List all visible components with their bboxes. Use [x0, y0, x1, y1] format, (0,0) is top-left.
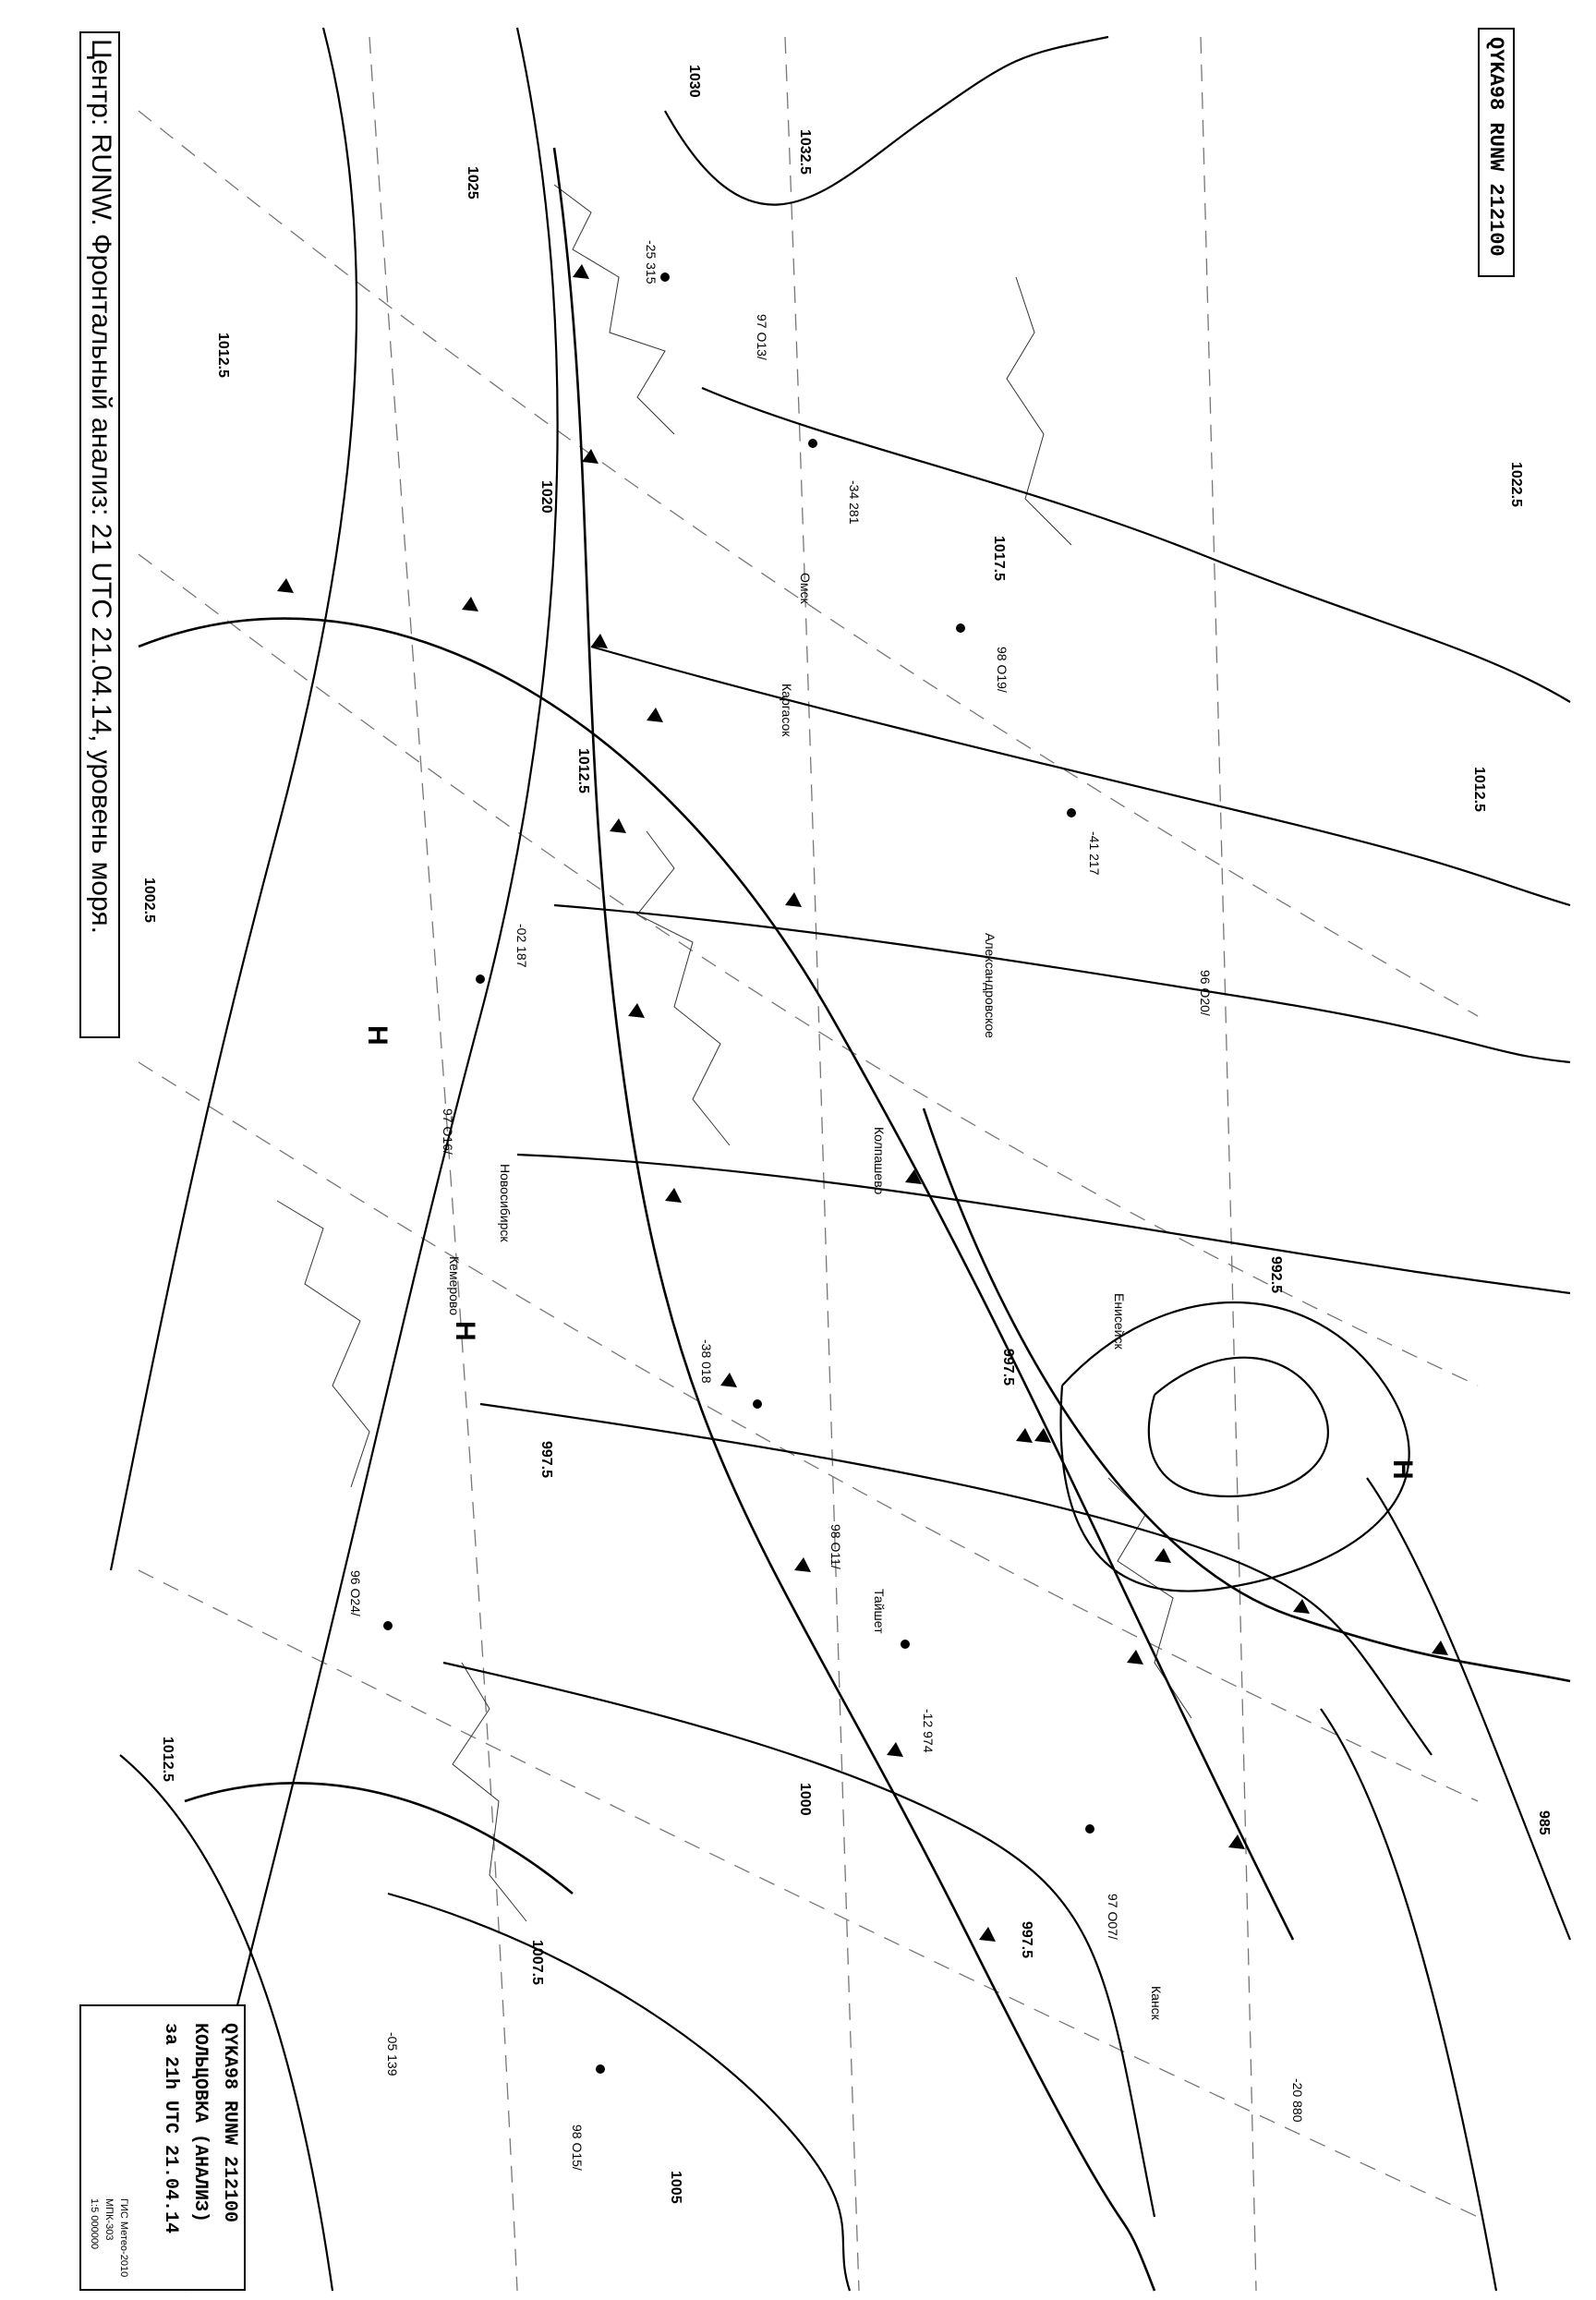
- svg-text:97 O16/: 97 O16/: [441, 1108, 455, 1155]
- isobar-label: 1007.5: [529, 1940, 545, 1985]
- isobar-label: 1012.5: [1471, 767, 1487, 812]
- isobar-label: 992.5: [1268, 1256, 1284, 1294]
- isobar-label: 1000: [797, 1783, 813, 1816]
- station-name: Каргасок: [780, 684, 794, 737]
- legend-line: QYKA98 RUNW 212100: [219, 2023, 240, 2223]
- station-name: Колпашево: [872, 1127, 887, 1195]
- pressure-center: H: [450, 1321, 480, 1341]
- isobar-label: 1032.5: [797, 129, 813, 175]
- isobar-label: 1012.5: [160, 1737, 175, 1782]
- isobar-label: 1030: [686, 65, 702, 98]
- svg-text:-05 139: -05 139: [385, 2032, 400, 2076]
- pressure-center: H: [362, 1025, 393, 1046]
- isobar-label: 985: [1536, 1810, 1552, 1835]
- legend-line: КОЛЬЦОВКА (АНАЛИЗ): [189, 2023, 211, 2223]
- svg-text:-02 187: -02 187: [514, 924, 529, 968]
- station-name: Енисейск: [1112, 1293, 1127, 1350]
- station-name: Кемерово: [447, 1256, 462, 1315]
- isobar-label: 997.5: [538, 1441, 554, 1479]
- isobar-label: 1022.5: [1508, 462, 1524, 507]
- svg-text:96 O20/: 96 O20/: [1198, 970, 1213, 1016]
- svg-text:-20 880: -20 880: [1290, 2078, 1305, 2123]
- isobar-label: 1020: [538, 480, 554, 514]
- legend-footer: МПК-303: [103, 2198, 115, 2241]
- svg-text:96 O24/: 96 O24/: [348, 1570, 363, 1616]
- isobar-label: 1017.5: [991, 536, 1007, 581]
- isobar-label: 1002.5: [141, 878, 157, 923]
- svg-text:-38 018: -38 018: [699, 1339, 714, 1384]
- legend-line: за 21h UTC 21.04.14: [160, 2023, 181, 2234]
- isobar-label: 997.5: [1000, 1349, 1016, 1386]
- svg-text:-41 217: -41 217: [1087, 831, 1102, 876]
- pressure-center: H: [1387, 1459, 1418, 1480]
- svg-text:97 O07/: 97 O07/: [1106, 1894, 1120, 1940]
- isobar-label: 1012.5: [215, 333, 231, 378]
- svg-text:-34 281: -34 281: [847, 480, 862, 525]
- isobar-label: 1012.5: [575, 748, 591, 793]
- svg-text:97 O13/: 97 O13/: [755, 314, 769, 360]
- isobar-label: 1025: [465, 166, 480, 200]
- legend-footer: ГИС Метео-2010: [118, 2198, 129, 2278]
- legend-footer: 1:5 000000: [89, 2198, 100, 2250]
- svg-text:98 O11/: 98 O11/: [828, 1524, 843, 1569]
- station-name: Омск: [798, 573, 813, 604]
- station-name: Александровское: [983, 933, 998, 1038]
- station-name: Новосибирск: [498, 1164, 513, 1242]
- svg-text:-25 315: -25 315: [644, 240, 659, 284]
- map-title: Центр: RUNW. Фронтальный анализ: 21 UTC 21.04.14, уровень моря.: [86, 39, 116, 934]
- isobar-label: 1005: [668, 2171, 683, 2204]
- svg-text:98 O15/: 98 O15/: [570, 2124, 585, 2171]
- station-name: Тайшет: [872, 1589, 887, 1634]
- station-name: Канск: [1149, 1986, 1164, 2020]
- svg-text:-12 974: -12 974: [921, 1709, 936, 1753]
- header-code: QYKA98 RUNW 212100: [1484, 37, 1507, 257]
- isobar-label: 997.5: [1019, 1921, 1034, 1959]
- svg-text:98 O19/: 98 O19/: [995, 647, 1010, 693]
